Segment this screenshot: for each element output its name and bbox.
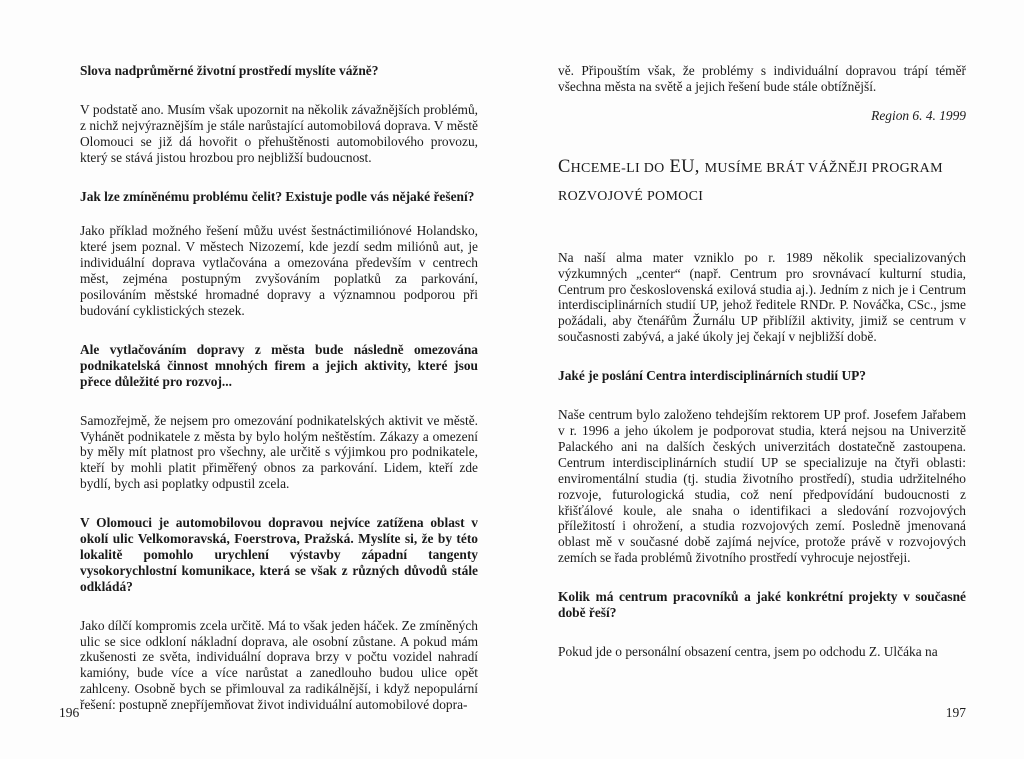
heading-part-1: HCEME-LI DO — [570, 160, 665, 176]
question-3: Ale vytlačováním dopravy z města bude následně omezována podnikatelská činnost mnohých firem a jejich aktivity, které jsou přece důležité pro rozvoj... — [80, 341, 478, 389]
right-question-2: Kolik má centrum pracovníků a jaké konkrétní projekty v současné době řeší? — [558, 589, 966, 621]
answer-2: Jako příklad možného řešení můžu uvést šestnáctimiliónové Holandsko, které jsem poznal. V městech Nizozemí, kde jezdí sedm miliónů aut, je individuální doprava vytlačována a omezována především v centrech měst, zejména postupným zvyšováním poplatků za parkování, posilováním městské hromadné dopravy a významnou podporou při budování cyklistických stezek. — [80, 223, 478, 318]
page-number-right: 197 — [945, 705, 966, 720]
article-heading — [558, 154, 966, 210]
right-answer-2: Pokud jde o personální obsazení centra, jsem po odchodu Z. Ulčáka na — [558, 643, 938, 659]
question-1: Slova nadprůměrné životní prostředí myslíte vážně? — [80, 63, 379, 78]
right-column — [558, 63, 966, 660]
continuation-text: vě. Připouštím však, že problémy s individuální dopravou trápí téměř všechna města na světě a jejich řešení bude stále obtížnější. — [558, 63, 966, 94]
answer-3: Samozřejmě, že nejsem pro omezování podnikatelských aktivit ve městě. Vyhánět podnikatele z města by bylo holým neštěstím. Zákazy a omezení by měly mít platnost pro všechny, ale určitě s výjimkou pro podnikatele, kteří by mohli platit přiměřený obnos za parkování. Lidem, kteří zde bydlí, bych asi poplatky odpustil zcela. — [80, 412, 478, 492]
right-answer-1: Naše centrum bylo založeno tehdejším rektorem UP prof. Josefem Jařabem v r. 1996 a jeho úkolem je podporovat studia, která nejsou na Univerzitě Palackého ani na dalších českých univerzitách dostatečně zastoupena. Centrum interdisciplinárních studií UP se specializuje na čtyři oblasti: enviromentální studia (tj. studia životního prostředí), studia udržitelného rozvoje, futurologická studia, což není předpovídání budoucnosti z křišťálové koule, ale snaha o identifikaci a sledování rozvojových příležitostí i ohrožení, a studia rozvojových zemí. Posledně jmenovaná oblast mě v současné době zajímá nejvíce, protože právě v rozvojových zemích se řada problémů životního prostředí vyhrocuje nejostřeji. — [558, 407, 966, 566]
source-citation: Region 6. 4. 1999 — [871, 107, 966, 123]
heading-eu: EU, — [669, 156, 700, 177]
left-column — [80, 63, 478, 713]
right-question-1: Jaké je poslání Centra interdisciplinárních studií UP? — [558, 368, 867, 384]
intro-paragraph: Na naší alma mater vzniklo po r. 1989 několik specializovaných výzkumných „center“ (např. Centrum pro srovnávací kulturní studia, Centrum pro československá exilová studia aj.). Jedním z nich je i Centrum interdisciplinárních studií UP, jehož ředitele RNDr. P. Nováčka, CSc., jsme požádali, aby čtenářům Žurnálu UP přiblížil aktivity, jimiž se centrum v současnosti zabývá, a jaké úkoly jej čekají v nejbližší době. — [558, 249, 966, 345]
question-2: Jak lze zmíněnému problému čelit? Existuje podle vás nějaké řešení? — [80, 188, 475, 204]
right-page — [512, 0, 1024, 759]
heading-part-2: MUSÍME BRÁT VÁŽNĚJI PROGRAM — [704, 160, 943, 176]
page-number-left: 196 — [59, 705, 80, 720]
question-4: V Olomouci je automobilovou dopravou nejvíce zatížena oblast v okolí ulic Velkomoravská, Foerstrova, Pražská. Myslíte si, že by této lokalitě pomohlo urychlení výstavby západní tangenty vysokorychlostní komunikace, která se však z různých důvodů stále odkládá? — [80, 515, 478, 594]
answer-1: V podstatě ano. Musím však upozornit na několik závažnějších problémů, z nichž nejvýraznějším je stále narůstající automobilová doprava. V městě Olomouci se již dá hovořit o přehuštěnosti automobilového provozu, který se stává jistou hrozbou pro nejbližší budoucnost. — [80, 101, 478, 165]
heading-part-3: ROZVOJOVÉ POMOCI — [558, 188, 704, 204]
answer-4: Jako dílčí kompromis zcela určitě. Má to však jeden háček. Ze zmíněných ulic se sice odkloní nákladní doprava, ale osobní zůstane. A pokud mám zkušenosti ze světa, individuální doprava brzy v počtu vozidel nahradí kamióny, bude více a více narůstat a zanedlouho budou ulice opět zahlceny. Osobně bych se přimlouval za radikálnější, i když nepopulární řešení: postupně znepříjemňovat život individuální automobilové dopra- — [80, 617, 478, 713]
heading-cap: C — [558, 156, 571, 177]
